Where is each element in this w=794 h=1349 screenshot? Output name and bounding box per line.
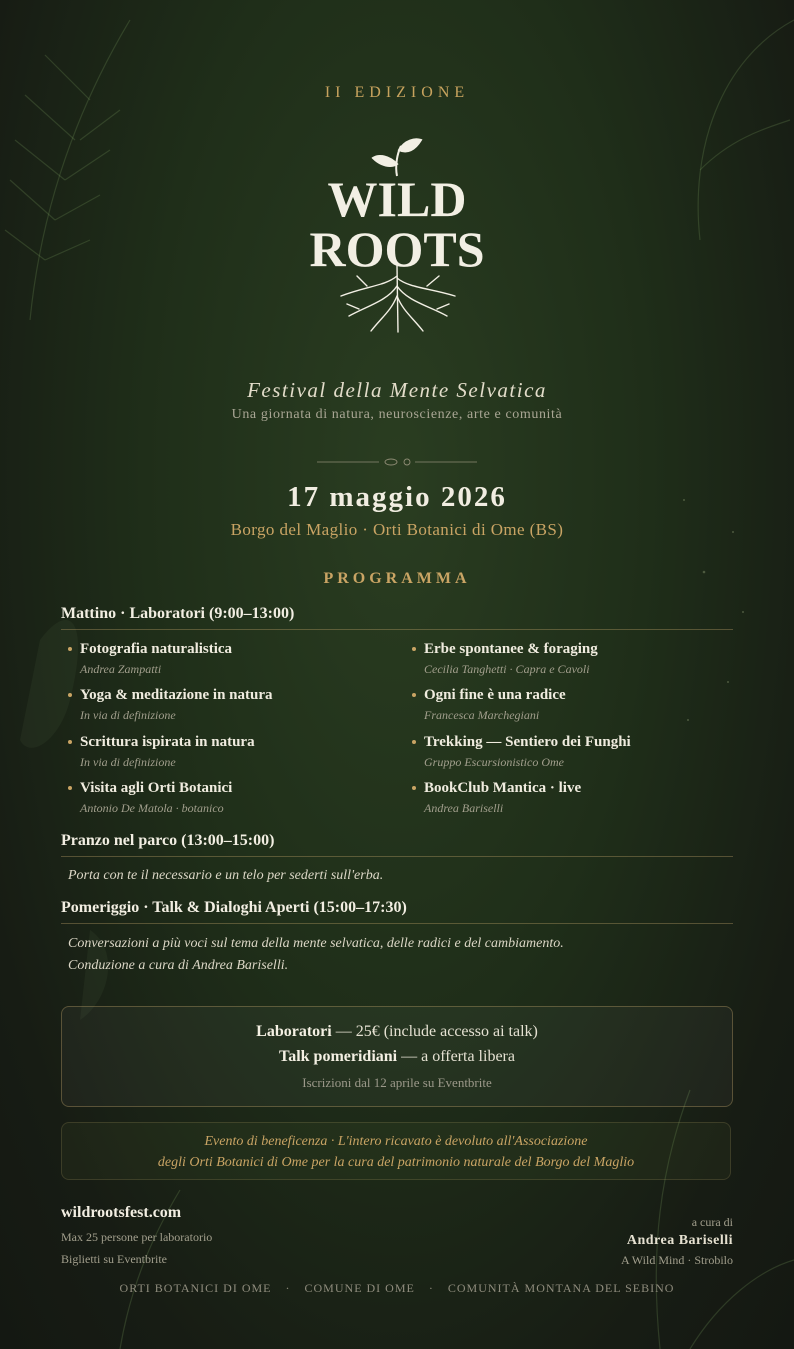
workshop-title: Trekking — Sentiero dei Funghi bbox=[424, 734, 631, 750]
program-title: PROGRAMMA bbox=[323, 570, 471, 587]
list-item bbox=[80, 733, 380, 769]
event-date: 17 maggio 2026 bbox=[287, 481, 507, 513]
tickets-note: Biglietti su Eventbrite bbox=[61, 1252, 167, 1266]
list-item bbox=[424, 640, 724, 676]
workshop-title: Ogni fine è una radice bbox=[424, 687, 566, 703]
pricing-row-talks bbox=[62, 1044, 732, 1069]
bullet bbox=[68, 740, 72, 744]
event-venue: Borgo del Maglio · Orti Botanici di Ome (BS) bbox=[230, 520, 564, 539]
workshop-host: Andrea Zampatti bbox=[80, 662, 162, 676]
website-link[interactable]: wildrootsfest.com bbox=[61, 1204, 182, 1221]
partner-name: COMUNE DI OME bbox=[304, 1281, 415, 1295]
pricing-row-labs bbox=[62, 1019, 732, 1044]
list-item bbox=[424, 733, 724, 769]
edition-label: II EDIZIONE bbox=[324, 84, 470, 101]
ornament-divider bbox=[317, 454, 477, 470]
bullet bbox=[412, 693, 416, 697]
pricing-talk-label: Talk pomeridiani bbox=[279, 1048, 398, 1065]
registration-note: Iscrizioni dal 12 aprile su Eventbrite bbox=[302, 1075, 492, 1090]
bullet bbox=[68, 786, 72, 790]
morning-section-title: Mattino · Laboratori (9:00–13:00) bbox=[61, 605, 733, 630]
logo-text-roots: ROOTS bbox=[309, 221, 485, 277]
festival-subtitle: Festival della Mente Selvatica bbox=[247, 378, 547, 402]
logo-text-wild: WILD bbox=[327, 171, 467, 227]
workshop-host: Antonio De Matola · botanico bbox=[80, 801, 224, 815]
curated-by-label: a cura di bbox=[691, 1215, 733, 1229]
pricing-lab-value: — 25€ (include accesso ai talk) bbox=[331, 1023, 538, 1040]
afternoon-note-line1: Conversazioni a più voci sul tema della mente selvatica, delle radici e del cambiamento. bbox=[68, 936, 564, 951]
partner-name: COMUNITÀ MONTANA DEL SEBINO bbox=[447, 1281, 675, 1295]
lunch-note: Porta con te il necessario e un telo per sederti sull'erba. bbox=[68, 868, 384, 883]
afternoon-section-title: Pomeriggio · Talk & Dialoghi Aperti (15:00–17:30) bbox=[61, 899, 733, 924]
bullet bbox=[412, 786, 416, 790]
workshop-host: In via di definizione bbox=[80, 755, 176, 769]
workshop-title: Visita agli Orti Botanici bbox=[80, 780, 233, 796]
workshop-title: Fotografia naturalistica bbox=[80, 641, 233, 657]
curator-org: A Wild Mind · Strobilo bbox=[621, 1253, 733, 1267]
list-item bbox=[80, 779, 380, 815]
list-item bbox=[80, 640, 380, 676]
workshop-title: BookClub Mantica · live bbox=[424, 780, 582, 796]
pricing-lab-label: Laboratori bbox=[256, 1023, 332, 1040]
workshop-title: Scrittura ispirata in natura bbox=[80, 734, 255, 750]
list-item bbox=[80, 686, 380, 722]
capacity-note: Max 25 persone per laboratorio bbox=[61, 1230, 213, 1244]
wild-roots-logo bbox=[297, 136, 497, 341]
bullet bbox=[412, 740, 416, 744]
charity-line1: Evento di beneficenza · L'intero ricavato è devoluto all'Associazione bbox=[204, 1134, 588, 1149]
workshop-title: Erbe spontanee & foraging bbox=[424, 641, 598, 657]
partner-separator: · bbox=[428, 1281, 434, 1295]
charity-line2: degli Orti Botanici di Ome per la cura del patrimonio naturale del Borgo del Maglio bbox=[157, 1155, 635, 1170]
festival-tagline: Una giornata di natura, neuroscienze, arte e comunità bbox=[231, 407, 563, 422]
lunch-section-title: Pranzo nel parco (13:00–15:00) bbox=[61, 832, 733, 857]
afternoon-note bbox=[68, 933, 728, 977]
workshop-host: Cecilia Tanghetti · Capra e Cavoli bbox=[424, 662, 590, 676]
pricing-talk-value: — a offerta libera bbox=[397, 1048, 515, 1065]
bullet bbox=[68, 647, 72, 651]
workshop-host: In via di definizione bbox=[80, 708, 176, 722]
partners-row bbox=[0, 1281, 794, 1296]
charity-box bbox=[61, 1122, 731, 1180]
curator-name: Andrea Bariselli bbox=[626, 1233, 733, 1248]
afternoon-note-line2: Conduzione a cura di Andrea Bariselli. bbox=[68, 958, 289, 973]
bullet bbox=[68, 693, 72, 697]
pricing-box bbox=[61, 1006, 733, 1107]
workshop-title: Yoga & meditazione in natura bbox=[80, 687, 273, 703]
workshop-host: Gruppo Escursionistico Ome bbox=[424, 755, 564, 769]
workshop-host: Francesca Marchegiani bbox=[424, 708, 540, 722]
bullet bbox=[412, 647, 416, 651]
partner-name: ORTI BOTANICI DI OME bbox=[119, 1281, 272, 1295]
partner-separator: · bbox=[285, 1281, 291, 1295]
workshop-host: Andrea Bariselli bbox=[424, 801, 504, 815]
list-item bbox=[424, 686, 724, 722]
list-item bbox=[424, 779, 724, 815]
